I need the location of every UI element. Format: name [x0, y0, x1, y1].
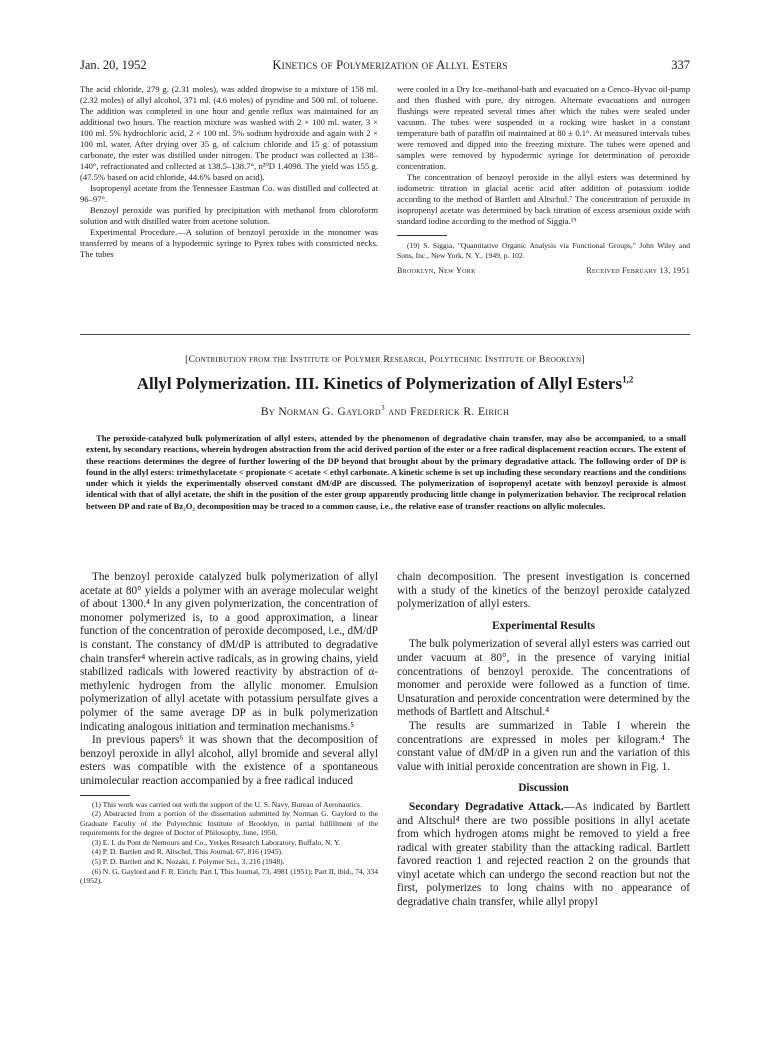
- paragraph: Experimental Procedure.—A solution of benzoyl peroxide in the monomer was transferred by means of a hypodermic syringe to Pyrex tubes with constricted necks. The tubes: [80, 227, 378, 259]
- signoff-place: Brooklyn, New York: [397, 266, 476, 275]
- body-left-column: [80, 571, 378, 886]
- byline-and: and: [388, 405, 407, 418]
- paragraph: The results are summarized in Table I wherein the concentrations are expressed in moles per kilogram.⁴ The constant value of dM/dP in a given run and the variation of this value with initial peroxide concentration are shown in Fig. 1.: [397, 719, 690, 773]
- paragraph: Isopropenyl acetate from the Tennessee Eastman Co. was distilled and collected at 96–97°.: [80, 183, 378, 204]
- previous-article-left-column: [80, 84, 378, 260]
- paragraph: The acid chloride, 279 g. (2.31 moles), was added dropwise to a mixture of 158 ml. (2.32 moles) of allyl alcohol, 371 ml. (4.6 moles) of pyridine and 500 ml. of toluene. The addition was completed in one hour and gentle reflux was maintained for an additional two hours. The reaction mixture was washed with 2 × 100 ml. water, 3 × 100 ml. 5% hydrochloric acid, 2 × 100 ml. 5% sodium hydroxide and again with 2 × 100 ml. water. After drying over 35 g. of calcium chloride and 15 g. of potassium carbonate, the ester was distilled under nitrogen. The product was collected at 138–140°, refractionated and collected at 138.5–138.7°, n²⁰D 1.4098. The yield was 155 g. (47.5% based on acid chloride, 44.6% based on acid).: [80, 84, 378, 182]
- running-head: [80, 58, 690, 76]
- footnote-rule: [397, 235, 447, 236]
- paragraph: were cooled in a Dry Ice–methanol-bath and evacuated on a Cenco–Hyvac oil-pump and then flushed with pure, dry nitrogen. Alternate evacuations and nitrogen flushings were repeated several times after which the tubes were sealed under vacuum. The tubes were suspended in a rocking wire basket in a constant temperature bath of paraffin oil maintained at 80 ± 0.1°. At measured intervals tubes were removed and dipped into the freezing mixture. The tubes were opened and samples were removed by hypodermic syringe for determination of peroxide concentration.: [397, 84, 690, 171]
- contribution-line: [Contribution from the Institute of Polymer Research, Polytechnic Institute of Brooklyn]: [185, 354, 585, 365]
- run-in-heading: Secondary Degradative Attack.: [409, 800, 564, 813]
- paragraph: chain decomposition. The present investigation is concerned with a study of the kinetics of the benzoyl peroxide catalyzed polymerization of allyl esters.: [397, 571, 690, 611]
- paragraph: The concentration of benzoyl peroxide in the allyl esters was determined by iodometric titration in glacial acetic acid after addition of potassium iodide according to the method of Bartlett and Altschul.⁷ The concentration of peroxide in isopropenyl acetate was determined by back titration of excess arsenious oxide with standard iodine according to the method of Siggia.¹⁹: [397, 172, 690, 226]
- author-name: Frederick R. Eirich: [410, 405, 510, 418]
- running-head-date: Jan. 20, 1952: [80, 58, 147, 72]
- footnote: (2) Abstracted from a portion of the dissertation submitted by Norman G. Gaylord to the Graduate Faculty of the Polytechnic Institute of Brooklyn, in partial fulfillment of the requirements for the degree of Doctor of Philosophy, June, 1950.: [80, 809, 378, 838]
- signoff-received-date: Received February 13, 1951: [586, 266, 690, 275]
- body-right-column: [397, 571, 690, 910]
- article-separator-rule: [80, 334, 690, 335]
- paragraph: In previous papers⁶ it was shown that the decomposition of benzoyl peroxide in allyl alcohol, allyl bromide and several allyl esters was compatible with the existence of a spontaneous unimolecular reaction accompanied by a free radical induced: [80, 734, 378, 787]
- footnote: (6) N. G. Gaylord and F. R. Eirich; Part I, This Journal, 73, 4981 (1951); Part II, ibid., 74, 334 (1952).: [80, 866, 378, 886]
- paragraph-text: —As indicated by Bartlett and Altschul⁴ there are two possible positions in allyl acetate from which hydrogen atoms might be removed to yield a free radical with greater stability than the attacking radical. Bartlett favored reaction 1 and rejected reaction 2 on the grounds that vinyl acetate which can undergo the second reaction but not the first, polymerizes to long chains with no appearance of degradative chain transfer, while allyl propyl: [397, 800, 690, 909]
- abstract: The peroxide-catalyzed bulk polymerization of allyl esters, attended by the phenomenon of degradative chain transfer, may also be accompanied, to a small extent, by secondary reactions, wherein hydrogen abstraction from the acid derived portion of the ester or a free radical displacement reaction occurs. The extent of these reactions determines the degree of further lowering of the DP beyond that brought about by the primary degradative attack. The following order of DP is found in the allyl esters: trimethylacetate < propionate < acetate < ethyl carbonate. A kinetic scheme is set up including these secondary reactions and the conditions under which it yields the experimentally observed constant dM/dP are discussed. The polymerization of isopropenyl acetate with benzoyl peroxide is almost identical with that of allyl acetate, the shift in the position of the ester group apparently producing little change in polymerization behavior. The reciprocal relation between DP and rate of Bz₂O₂ decomposition may be traced to a common cause, i.e., the relative ease of transfer reactions on allylic molecules.: [86, 433, 686, 511]
- signoff: [397, 265, 690, 277]
- section-heading-experimental-results: Experimental Results: [492, 619, 595, 632]
- footnote: (1) This work was carried out with the support of the U. S. Navy, Bureau of Aeronautics.: [92, 799, 362, 809]
- footnote: (4) P. D. Bartlett and R. Altschul, This Journal, 67, 816 (1945).: [92, 847, 283, 857]
- footnotes: [80, 795, 378, 886]
- title-footnote-marks: 1,2: [622, 374, 634, 385]
- author-footnote-mark: 3: [381, 404, 385, 412]
- article-title: [80, 374, 690, 394]
- byline-prefix: By: [260, 405, 276, 418]
- previous-article-right-column: [397, 84, 690, 277]
- byline: [80, 404, 690, 418]
- paragraph: The bulk polymerization of several allyl esters was carried out under vacuum at 80°, in the presence of varying initial concentrations of benzoyl peroxide. The concentrations of monomer and peroxide were followed as a function of time. Unsaturation and peroxide concentration were determined by the methods of Bartlett and Altschul.⁴: [397, 638, 690, 719]
- paragraph: Benzoyl peroxide was purified by precipitation with methanol from chloroform solution and with distilled water from acetone solution.: [80, 205, 378, 226]
- footnote: (3) E. I. du Pont de Nemours and Co., Yerkes Research Laboratory, Buffalo, N. Y.: [92, 837, 341, 847]
- paragraph: The benzoyl peroxide catalyzed bulk polymerization of allyl acetate at 80° yields a polymer with an average molecular weight of about 1300.⁴ In any given polymerization, the concentration of monomer polymerized is, to a good approximation, a linear function of the concentration of peroxide decomposed, i.e., dM/dP is constant. The constancy of dM/dP is attributed to degradative chain transfer⁴ wherein active radicals, as in growing chains, yield stabilized radicals with lowered reactivity by abstraction of α-methylenic hydrogen from the allylic monomer. Emulsion polymerization of allyl acetate with potassium persulfate gives a polymer of the same average DP as in bulk polymerization indicating analogous initiation and termination mechanisms.⁵: [80, 571, 378, 733]
- section-heading-discussion: Discussion: [518, 782, 569, 795]
- footnote: (5) P. D. Bartlett and K. Nozaki, J. Polymer Sci., 3, 216 (1948).: [92, 857, 285, 867]
- running-head-title: Kinetics of Polymerization of Allyl Esters: [272, 58, 508, 72]
- author-name: Norman G. Gaylord: [278, 405, 382, 418]
- page-number: 337: [671, 58, 690, 72]
- footnote-rule: [80, 795, 130, 796]
- article-title-text: Allyl Polymerization. III. Kinetics of Polymerization of Allyl Esters: [136, 374, 623, 393]
- footnote: (19) S. Siggia, "Quantitative Organic Analysis via Functional Groups," John Wiley and Sons, Inc., New York, N. Y., 1949, p. 102.: [397, 241, 690, 260]
- paragraph: [397, 801, 690, 910]
